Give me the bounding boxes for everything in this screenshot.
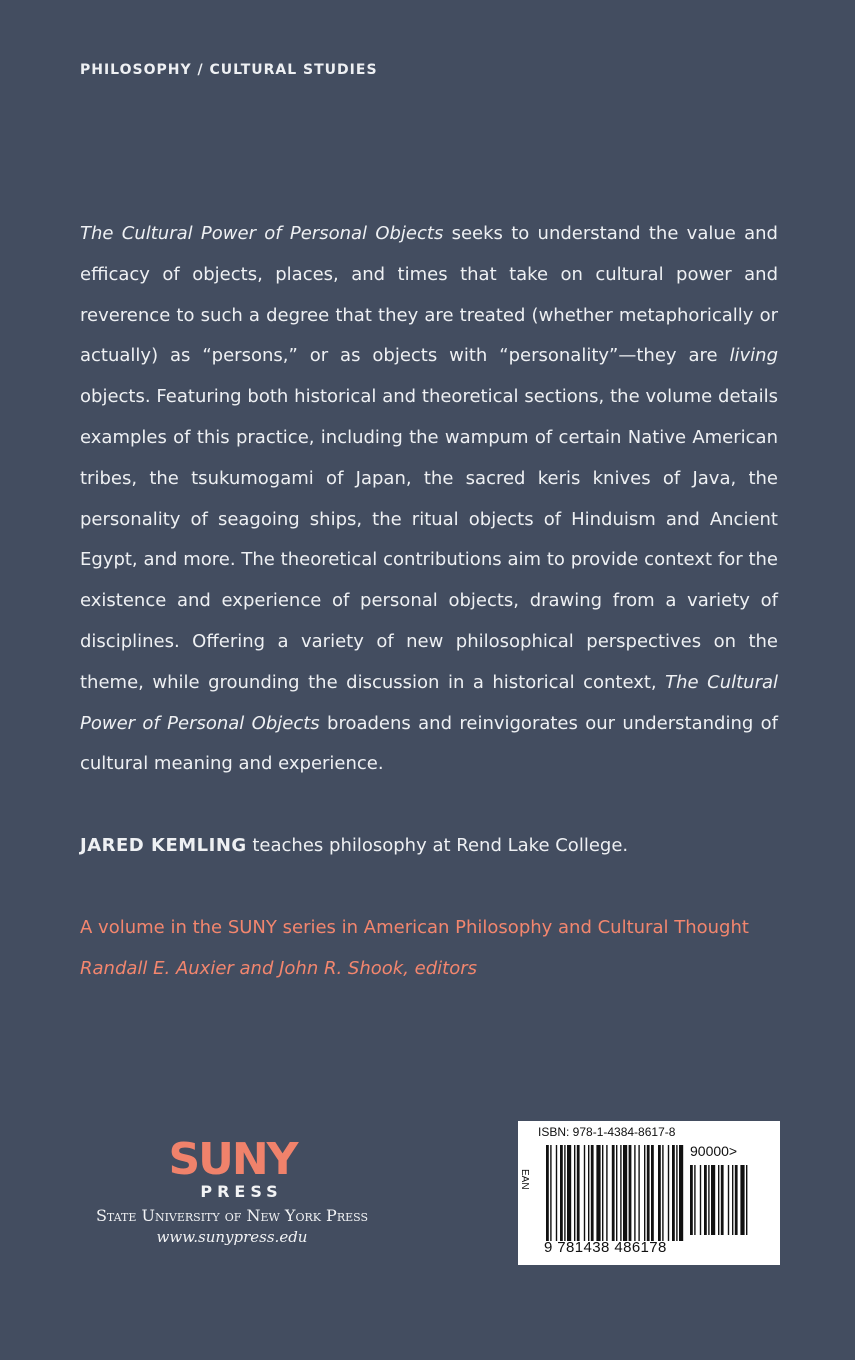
publisher-name: State University of New York Press <box>95 1206 369 1225</box>
ean-label: EAN <box>519 1169 530 1190</box>
author-bio <box>80 826 778 866</box>
barcode-bar <box>567 1145 571 1241</box>
category-label: PHILOSOPHY / CULTURAL STUDIES <box>80 62 378 78</box>
book-title-italic: The Cultural Power of Personal Objects <box>80 223 444 244</box>
barcode-bar <box>728 1165 729 1235</box>
barcode-bar <box>672 1145 675 1241</box>
barcode-bar <box>658 1145 661 1241</box>
barcode-bar <box>732 1165 733 1235</box>
barcode-bar <box>638 1145 639 1241</box>
barcode-bar <box>629 1145 632 1241</box>
barcode-bar <box>550 1145 551 1241</box>
barcode-bar <box>560 1145 563 1241</box>
barcode-bar <box>546 1145 549 1241</box>
barcode-bar <box>711 1165 715 1235</box>
barcode-bar <box>596 1145 600 1241</box>
barcode-bar <box>634 1145 635 1241</box>
barcode-bar <box>584 1145 585 1241</box>
description-text: seeks to understand the value and efficacy of objects, places, and times that take on cultural power and reverence to such a degree that they are treated (whether metaphorically or actually) as “persons,” or as objects with “personality”—they are <box>80 223 778 367</box>
barcode-bar <box>694 1165 695 1235</box>
barcode-bar <box>721 1165 724 1235</box>
series-statement: A volume in the SUNY series in American Philosophy and Cultural Thought <box>80 917 749 938</box>
barcode-bar <box>612 1145 615 1241</box>
barcode-bar <box>668 1145 669 1241</box>
barcode-bar <box>620 1145 621 1241</box>
barcode-bar <box>746 1165 747 1235</box>
barcode-bar <box>690 1165 693 1235</box>
barcode-bar <box>647 1145 650 1241</box>
barcode-bar <box>616 1145 617 1241</box>
barcode-bar <box>644 1145 645 1241</box>
barcode-bar <box>588 1145 589 1241</box>
barcode-bar <box>556 1145 557 1241</box>
book-title-italic: The Cultural Power of Personal Objects <box>80 671 778 734</box>
barcode-bar <box>708 1165 709 1235</box>
barcode-bar <box>704 1165 707 1235</box>
barcode-bar <box>623 1145 627 1241</box>
description-text: broadens and reinvigorates our understanding of cultural meaning and experience. <box>80 712 778 775</box>
barcode-bar <box>591 1145 594 1241</box>
suny-press-logo <box>160 1134 305 1202</box>
author-bio-text: teaches philosophy at Rend Lake College. <box>246 835 629 856</box>
book-description <box>80 214 778 785</box>
barcode-bar <box>662 1145 663 1241</box>
barcode-bar <box>651 1145 654 1241</box>
barcode-bar <box>740 1165 744 1235</box>
barcode-bar <box>679 1145 683 1241</box>
barcode-bar <box>577 1145 580 1241</box>
isbn-text: ISBN: 978-1-4384-8617-8 <box>538 1125 676 1139</box>
barcode-bar <box>574 1145 575 1241</box>
living-italic: living <box>729 345 778 367</box>
barcode-bar <box>735 1165 738 1235</box>
author-name: JARED KEMLING <box>80 835 247 856</box>
publisher-url: www.sunypress.edu <box>156 1228 308 1246</box>
description-text: objects. Featuring both historical and theoretical sections, the volume details examples of this practice, including the wampum of certain Native American tribes, the tsukumogami of Japan, the sacred keris knives of Java, the personality of seagoing ships, the ritual objects of Hinduism and Ancient Egypt, and more. The theoretical contributions aim to provide context for the existence and experience of personal objects, drawing from a variety of disciplines. Offering a variety of new philosophical perspectives on the theme, while grounding the discussion in a historical context, <box>80 386 778 693</box>
barcode-bar <box>718 1165 719 1235</box>
barcode-digits: 9 781438 486178 <box>544 1239 667 1256</box>
suny-logo-word: SUNY <box>168 1134 297 1185</box>
addon-digits: 90000> <box>690 1143 738 1159</box>
barcode-bar <box>700 1165 701 1235</box>
barcode-bar <box>606 1145 607 1241</box>
isbn-barcode <box>518 1121 780 1265</box>
barcode-bar <box>564 1145 565 1241</box>
barcode-bars <box>546 1145 686 1241</box>
press-logo-word: PRESS <box>200 1182 283 1201</box>
barcode-bar <box>602 1145 603 1241</box>
series-editors: Randall E. Auxier and John R. Shook, editors <box>80 958 477 979</box>
barcode-bar <box>676 1145 677 1241</box>
addon-barcode-bars <box>690 1165 750 1235</box>
